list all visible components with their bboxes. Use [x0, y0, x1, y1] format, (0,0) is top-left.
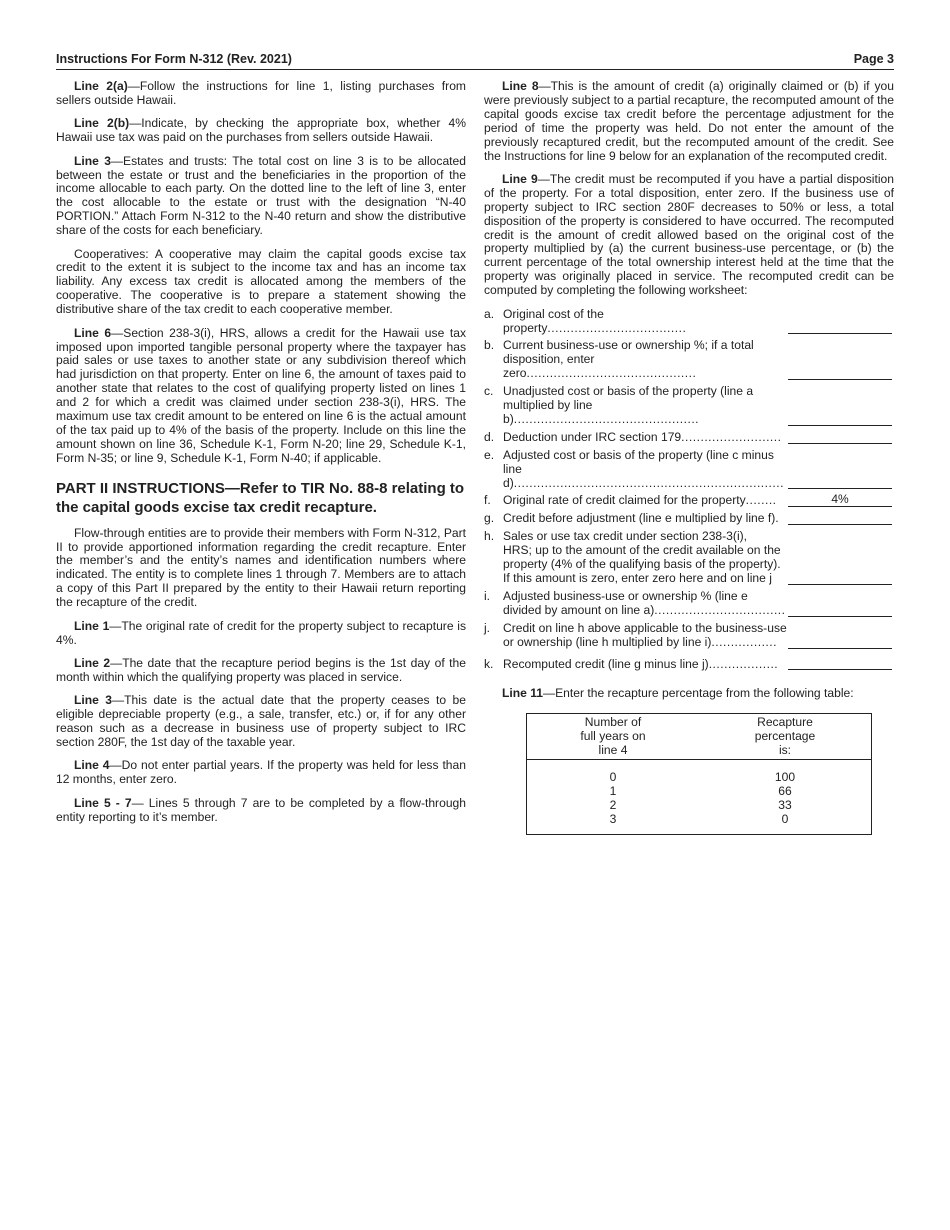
right-column [484, 80, 894, 835]
paragraph-line-5-7: Line 5 - 7— Lines 5 through 7 are to be completed by a flow-through entity reporting to it’s member. [56, 795, 466, 824]
worksheet-row-h: h. Sales or use tax credit under section 238-3(i), HRS; up to the amount of the credit available on the property (4% of the qualifying basis of the property). If this amount is zero, enter zero here and on line j [484, 530, 894, 586]
paragraph-line-2a: Line 2(a)—Follow the instructions for line 1, listing purchases from sellers outside Hawaii. [56, 79, 466, 107]
paragraph-line-3: Line 3—This date is the actual date that the property ceases to be eligible depreciable property (e.g., a sale, transfer, etc.) or, if for any other reason such as a decrease in business use of property subject to IRC section 280F, the 1st day of the taxable year. [56, 693, 466, 749]
entry-line-j[interactable] [788, 635, 892, 649]
paragraph-line-9: Line 9—The credit must be recomputed if you have a partial disposition of the property. For a total disposition, enter zero. If the business use of property subject to IRC section 280F decreases to 50% or less, a total disposition of the property is considered to have occurred. The recomputed credit is the amount of credit allowed based on the original cost of the property multiplied by (a) the current business-use percentage, or (b) the current percentage of the total ownership interest held at the time that the property was originally placed in service. The recomputed credit can be computed by completing the following worksheet: [484, 171, 894, 298]
table-row: 3 0 [609, 812, 789, 827]
part-ii-heading: PART II INSTRUCTIONS—Refer to TIR No. 88-8 relating to the capital goods excise tax credit recapture. [56, 479, 465, 516]
paragraph-line-2: Line 2—The date that the recapture period begins is the 1st day of the month within which the qualifying property was placed in service. [56, 655, 466, 684]
entry-line-e[interactable] [788, 475, 892, 489]
table-header-row [527, 714, 872, 760]
entry-line-i[interactable] [788, 603, 892, 617]
worksheet-row-d: d. Deduction under IRC section 179.......................... [484, 431, 894, 445]
table-row: 2 33 [609, 798, 792, 813]
worksheet-row-f: f. Original rate of credit claimed for the property........ 4% [484, 494, 894, 508]
entry-line-h[interactable] [788, 571, 892, 585]
worksheet-row-k: k. Recomputed credit (line g minus line j).................. [484, 658, 894, 672]
paragraph-line-6: Line 6—Section 238-3(i), HRS, allows a credit for the Hawaii use tax imposed upon imported tangible personal property where the taxpayer has paid sales or use taxes to another state or any subdivision thereof which had jurisdiction on that property. Enter on line 6, the amount of taxes paid to another state that relates to the cost of qualifying property listed on lines 1 and 2 for which a credit was claimed under section 238-3(i), HRS. The maximum use tax credit amount to be entered on line 6 is the actual amount of the tax paid up to 4% of the basis of the property. Include on this line the amount shown on line 36, Schedule K-1, Form N-20; line 29, Schedule K-1, Form N-35; or line 9, Schedule K-1, Form N-40; if applicable. [56, 325, 467, 465]
table-header-years: Number of full years on line 4 [527, 714, 700, 760]
paragraph-line-1: Line 1—The original rate of credit for the property subject to recapture is 4%. [56, 618, 466, 647]
page-number: Page 3 [853, 52, 894, 66]
recompute-worksheet [484, 308, 894, 672]
worksheet-row-b: b. Current business-use or ownership %; if a total disposition, enter zero............................................ [484, 339, 894, 381]
paragraph-line-3-estates: Line 3—Estates and trusts: The total cost on line 3 is to be allocated between the estate or trust and the beneficiaries in the proportion of the income allocable to each party. On the dotted line to the left of line 3, enter the cost allocable to the estate or trust with the designation “N-40 PORTION.” Attach Form N-312 to the N-40 return and show the distributive share of the costs for each beneficiary. [56, 153, 466, 238]
table-row: 0 100 [609, 770, 796, 785]
worksheet-row-j: j. Credit on line h above applicable to the business-use or ownership (line h multiplied by line i)................. [484, 622, 894, 650]
worksheet-row-i: i. Adjusted business-use or ownership % (line e divided by amount on line a).................................. [484, 590, 894, 618]
entry-line-g[interactable] [788, 511, 892, 525]
worksheet-row-g: g. Credit before adjustment (line e multiplied by line f). [484, 512, 894, 526]
entry-line-d[interactable] [788, 430, 892, 444]
paragraph-line-11: Line 11—Enter the recapture percentage from the following table: [502, 686, 854, 701]
left-column [56, 80, 466, 834]
table-header-percentage: Recapture percentage is: [699, 714, 872, 760]
paragraph-line-4: Line 4—Do not enter partial years. If the property was held for less than 12 months, enter zero. [56, 758, 466, 787]
paragraph-cooperatives: Cooperatives: A cooperative may claim the capital goods excise tax credit to the extent it is subject to the income tax and has an income tax liability. Any excess tax credit is allocated among the members of the cooperative. The cooperative is to prepare a statement showing the distributive share of the tax credit to each cooperative member. [56, 246, 466, 317]
paragraph-flow-through: Flow-through entities are to provide their members with Form N-312, Part II to provide apportioned information regarding the credit recapture. Enter the member’s and the entity’s names and identification numbers where indicated. The entity is to complete lines 1 through 7. Members are to attach a copy of this Part II prepared by the entity to their Hawaii return reporting the recapture of the credit. [56, 525, 466, 610]
worksheet-row-a: a. Original cost of the property.................................... [484, 308, 894, 336]
table-row: 1 66 [609, 784, 792, 799]
entry-line-a[interactable] [788, 320, 892, 334]
recapture-table [526, 713, 872, 835]
paragraph-line-2b: Line 2(b)—Indicate, by checking the appropriate box, whether 4% Hawaii use tax was paid on the purchases from sellers outside Hawaii. [56, 116, 467, 145]
entry-line-f[interactable]: 4% [788, 493, 892, 507]
form-title: Instructions For Form N-312 (Rev. 2021) [56, 52, 292, 66]
paragraph-line-8: Line 8—This is the amount of credit (a) originally claimed or (b) if you were previously subject to a partial recapture, the recomputed amount of the capital goods excise tax credit before the percentage adjustment for the period of time the property was held. Do not enter the amount of the previously recaptured credit, but the recomputed amount of the credit. See the Instructions for line 9 below for an explanation of the recomputed credit. [484, 79, 894, 163]
page-header [56, 52, 894, 70]
worksheet-row-c: c. Unadjusted cost or basis of the property (line a multiplied by line b)................................................ [484, 385, 894, 427]
entry-line-c[interactable] [788, 412, 892, 426]
entry-line-k[interactable] [788, 656, 892, 670]
entry-line-b[interactable] [788, 366, 892, 380]
worksheet-row-e: e. Adjusted cost or basis of the property (line c minus line d)...................................................................... [484, 449, 894, 491]
